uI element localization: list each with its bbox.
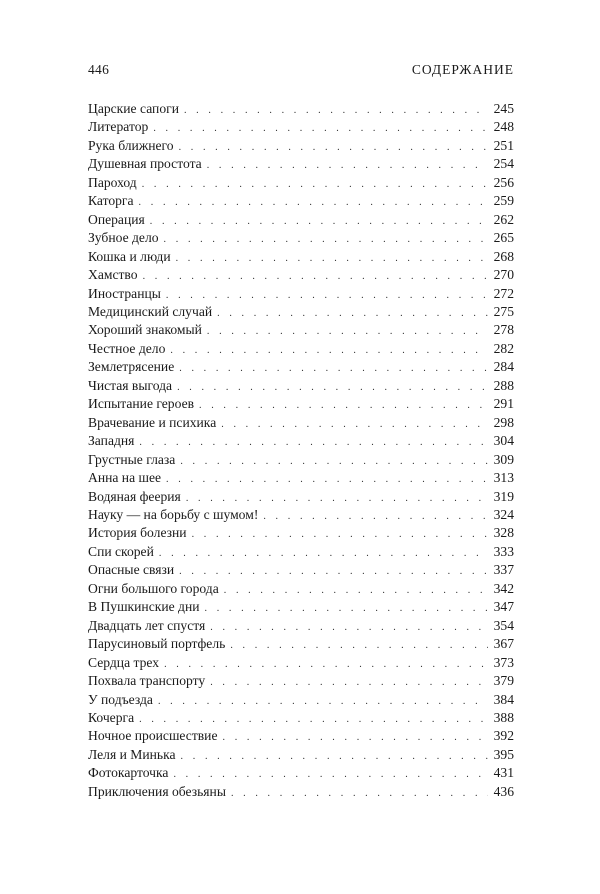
toc-entry <box>88 174 514 192</box>
toc-entry-page: 254 <box>493 156 514 172</box>
toc-leader-dots <box>139 194 488 212</box>
toc-entry <box>88 727 514 745</box>
toc-entry-title: Анна на шее <box>88 470 162 486</box>
toc-entry <box>88 451 514 469</box>
toc-entry-title: Честное дело <box>88 340 166 356</box>
toc-entry <box>88 321 514 339</box>
toc-leader-dots <box>153 120 488 138</box>
toc-leader-dots <box>231 785 488 803</box>
toc-entry-title: Хороший знакомый <box>88 322 202 338</box>
toc-entry-title: Душевная простота <box>88 156 202 172</box>
toc-entry-title: Фотокарточка <box>88 765 169 781</box>
toc-entry-title: Сердца трех <box>88 654 160 670</box>
toc-entry-page: 319 <box>493 488 514 504</box>
toc-entry-page: 342 <box>493 580 514 596</box>
toc-entry-page: 367 <box>493 636 514 652</box>
toc-leader-dots <box>263 508 488 526</box>
toc-entry-page: 328 <box>493 525 514 541</box>
toc-entry <box>88 395 514 413</box>
toc-leader-dots <box>210 619 488 637</box>
toc-entry <box>88 266 514 284</box>
toc-entry <box>88 543 514 561</box>
toc-entry-title: Медицинский случай <box>88 303 213 319</box>
toc-entry-page: 347 <box>493 599 514 615</box>
toc-entry <box>88 229 514 247</box>
toc-leader-dots <box>166 287 488 305</box>
toc-leader-dots <box>184 102 488 120</box>
toc-entry <box>88 118 514 136</box>
toc-entry-page: 313 <box>493 470 514 486</box>
toc-entry-page: 309 <box>493 451 514 467</box>
toc-entry <box>88 654 514 672</box>
toc-entry-title: История болезни <box>88 525 187 541</box>
toc-entry-page: 256 <box>493 174 514 190</box>
running-header <box>88 62 514 82</box>
toc-entry-page: 259 <box>493 193 514 209</box>
toc-entry-title: Царские сапоги <box>88 101 179 116</box>
toc-entry-page: 392 <box>493 728 514 744</box>
toc-entry-page: 373 <box>493 654 514 670</box>
toc-leader-dots <box>166 471 488 489</box>
toc-entry-title: Огни большого города <box>88 580 219 596</box>
toc-leader-dots <box>142 176 488 194</box>
toc-entry-title: Парусиновый портфель <box>88 636 226 652</box>
toc-entry <box>88 358 514 376</box>
toc-entry <box>88 764 514 782</box>
toc-entry-page: 333 <box>493 543 514 559</box>
toc-entry-page: 245 <box>493 101 514 116</box>
toc-entry <box>88 211 514 229</box>
toc-entry-title: Спи скорей <box>88 543 154 559</box>
toc-entry-title: Западня <box>88 433 135 449</box>
toc-leader-dots <box>164 656 488 674</box>
toc-leader-dots <box>158 693 488 711</box>
toc-entry-page: 265 <box>493 230 514 246</box>
toc-leader-dots <box>181 748 488 766</box>
toc-entry-title: Литератор <box>88 119 149 135</box>
toc-leader-dots <box>164 231 488 249</box>
toc-entry-title: Рука ближнего <box>88 137 174 153</box>
toc-entry-title: Зубное дело <box>88 230 159 246</box>
toc-entry-page: 291 <box>493 396 514 412</box>
toc-entry-title: У подъезда <box>88 691 153 707</box>
toc-entry <box>88 691 514 709</box>
toc-leader-dots <box>210 674 488 692</box>
toc-leader-dots <box>207 323 488 341</box>
toc-leader-dots <box>205 600 488 618</box>
toc-leader-dots <box>224 582 488 600</box>
toc-leader-dots <box>179 563 488 581</box>
toc-entry-title: Врачевание и психика <box>88 414 217 430</box>
toc-entry-page: 388 <box>493 709 514 725</box>
toc-entry-page: 304 <box>493 433 514 449</box>
toc-entry-title: Двадцать лет спустя <box>88 617 206 633</box>
toc-entry <box>88 137 514 155</box>
toc-leader-dots <box>159 545 488 563</box>
toc-entry-title: В Пушкинские дни <box>88 599 200 615</box>
table-of-contents <box>88 100 514 801</box>
toc-entry-page: 248 <box>493 119 514 135</box>
toc-entry-page: 436 <box>493 783 514 799</box>
toc-entry-title: Кошка и люди <box>88 248 171 264</box>
toc-entry-page: 270 <box>493 267 514 283</box>
toc-entry-page: 379 <box>493 673 514 689</box>
toc-entry-page: 251 <box>493 137 514 153</box>
toc-entry <box>88 617 514 635</box>
toc-leader-dots <box>217 305 488 323</box>
toc-entry-title: Кочерга <box>88 709 135 725</box>
toc-entry <box>88 192 514 210</box>
toc-entry-page: 384 <box>493 691 514 707</box>
toc-entry <box>88 561 514 579</box>
toc-leader-dots <box>179 360 488 378</box>
toc-entry <box>88 377 514 395</box>
toc-entry <box>88 506 514 524</box>
toc-entry-title: Каторга <box>88 193 134 209</box>
toc-entry-page: 324 <box>493 506 514 522</box>
toc-entry-page: 431 <box>493 765 514 781</box>
toc-leader-dots <box>176 250 488 268</box>
toc-entry-title: Операция <box>88 211 145 227</box>
toc-entry <box>88 580 514 598</box>
toc-entry <box>88 488 514 506</box>
toc-entry <box>88 340 514 358</box>
toc-entry-page: 262 <box>493 211 514 227</box>
toc-entry <box>88 303 514 321</box>
toc-leader-dots <box>139 434 488 452</box>
toc-entry <box>88 635 514 653</box>
toc-entry <box>88 248 514 266</box>
toc-leader-dots <box>177 379 488 397</box>
toc-entry-title: Похвала транспорту <box>88 673 206 689</box>
toc-entry-page: 268 <box>493 248 514 264</box>
toc-leader-dots <box>192 526 488 544</box>
toc-leader-dots <box>223 729 489 747</box>
toc-entry <box>88 469 514 487</box>
toc-entry-title: Грустные глаза <box>88 451 176 467</box>
toc-entry-title: Чистая выгода <box>88 377 173 393</box>
toc-entry-title: Испытание героев <box>88 396 195 412</box>
toc-leader-dots <box>150 213 488 231</box>
toc-entry-title: Пароход <box>88 174 137 190</box>
toc-entry-title: Леля и Минька <box>88 746 176 762</box>
toc-entry-page: 354 <box>493 617 514 633</box>
toc-entry <box>88 285 514 303</box>
toc-entry-title: Землетрясение <box>88 359 175 375</box>
toc-leader-dots <box>170 342 488 360</box>
page-number: 446 <box>88 62 110 77</box>
toc-entry <box>88 783 514 801</box>
toc-leader-dots <box>179 139 488 157</box>
toc-entry <box>88 414 514 432</box>
section-title: СОДЕРЖАНИЕ <box>411 62 514 77</box>
toc-entry-page: 272 <box>493 285 514 301</box>
toc-entry-page: 298 <box>493 414 514 430</box>
toc-entry <box>88 709 514 727</box>
toc-leader-dots <box>143 268 488 286</box>
toc-entry-page: 288 <box>493 377 514 393</box>
toc-entry-title: Ночное происшествие <box>88 728 218 744</box>
toc-entry-page: 278 <box>493 322 514 338</box>
toc-entry <box>88 524 514 542</box>
toc-entry-title: Приключения обезьяны <box>88 783 226 799</box>
toc-leader-dots <box>221 416 488 434</box>
toc-entry <box>88 100 514 118</box>
toc-entry <box>88 432 514 450</box>
toc-entry-page: 284 <box>493 359 514 375</box>
toc-entry-page: 337 <box>493 562 514 578</box>
toc-entry-title: Опасные связи <box>88 562 175 578</box>
toc-entry <box>88 746 514 764</box>
toc-entry <box>88 155 514 173</box>
toc-entry-page: 282 <box>493 340 514 356</box>
toc-leader-dots <box>199 397 488 415</box>
toc-entry-title: Водяная феерия <box>88 488 181 504</box>
toc-entry-page: 395 <box>493 746 514 762</box>
toc-entry <box>88 672 514 690</box>
toc-entry-title: Иностранцы <box>88 285 161 301</box>
toc-entry <box>88 598 514 616</box>
toc-entry-page: 275 <box>493 303 514 319</box>
toc-leader-dots <box>230 637 488 655</box>
toc-leader-dots <box>180 453 488 471</box>
toc-entry-title: Хамство <box>88 267 138 283</box>
toc-entry-title: Науку — на борьбу с шумом! <box>88 506 259 522</box>
toc-leader-dots <box>207 157 488 175</box>
